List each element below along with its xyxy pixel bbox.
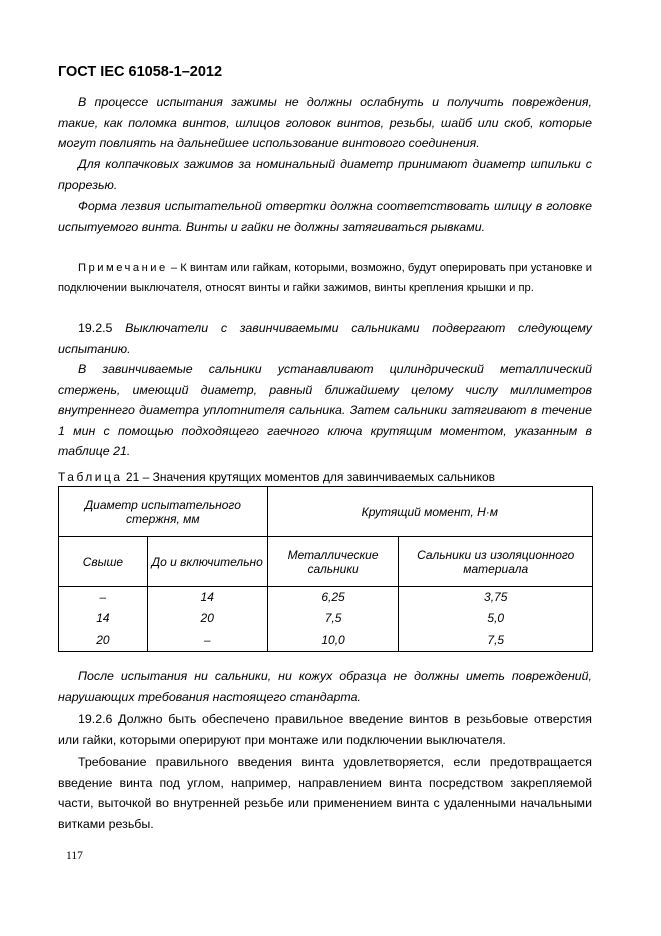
- cell-upto: 14: [147, 587, 267, 608]
- header-diameter-line1: Диаметр испытательного: [84, 497, 241, 512]
- note: [58, 258, 592, 298]
- table-caption: [58, 470, 495, 484]
- header-metal-line1: Металлические: [287, 547, 379, 562]
- header-insulating: [399, 537, 593, 587]
- torque-table: [58, 486, 593, 652]
- clause-19-2-6: 19.2.6 Должно быть обеспечено правильное введение винтов в резьбовые отверстия или гайки, которыми оперируют при монтаже или подключении выключателя.: [58, 712, 592, 747]
- clause-19-2-5: [58, 318, 592, 359]
- header-metal-line2: сальники: [307, 561, 359, 576]
- header-insul-line1: Сальники из изоляционного: [417, 547, 575, 562]
- cell-over: –: [59, 587, 148, 608]
- header-diameter: [59, 487, 268, 537]
- page-number: 117: [66, 850, 83, 862]
- clause-text: Выключатели с завинчиваемыми сальниками подвергают следующему испытанию.: [58, 321, 592, 356]
- cell-over: 20: [59, 629, 148, 652]
- table-row: [59, 629, 593, 652]
- note-text: – К винтам или гайкам, которыми, возможно, будут оперировать при установке и подключении выключателя, относят винты и гайки зажимов, винты крепления крышки и пр.: [58, 262, 592, 294]
- cell-metal: 6,25: [267, 587, 399, 608]
- cell-over: 14: [59, 608, 148, 629]
- header-upto: До и включительно: [147, 537, 267, 587]
- document-header: ГОСТ IEC 61058-1–2012: [58, 64, 223, 80]
- paragraph-damage-requirement: В процессе испытания зажимы не должны ослабнуть и получить повреждения, такие, как поломка винтов, шлицов головок винтов, резьбы, шайб или скоб, которые могут повлиять на дальнейшее использование винтового соединения.: [58, 95, 592, 150]
- table-row: [59, 608, 593, 629]
- table-caption-text: 21 – Значения крутящих моментов для завинчиваемых сальников: [122, 470, 496, 484]
- note-label: Примечание: [78, 262, 168, 274]
- paragraph-cap-terminals: Для колпачковых зажимов за номинальный диаметр принимают диаметр шпильки с прорезью.: [58, 157, 592, 192]
- table-caption-label: Таблица: [58, 470, 123, 484]
- cell-metal: 7,5: [267, 608, 399, 629]
- header-torque: Крутящий момент, Н·м: [267, 487, 592, 537]
- header-insul-line2: материала: [463, 561, 529, 576]
- header-diameter-line2: стержня, мм: [126, 511, 200, 526]
- paragraph-after-test: После испытания ни сальники, ни кожух образца не должны иметь повреждений, нарушающих требования настоящего стандарта.: [58, 669, 592, 704]
- paragraph-screwdriver-blade: Форма лезвия испытательной отвертки должна соответствовать шлицу в головке испытуемого винта. Винты и гайки не должны затягиваться рывками.: [58, 199, 592, 234]
- paragraph-screw-introduction: Требование правильного введения винта удовлетворяется, если предотвращается введение винта под углом, например, направлением винта посредством закрепляемой части, выточкой во внутренней резьбе или применением винта с удаленными начальными витками резьбы.: [58, 755, 592, 831]
- paragraph-gland-test: В завинчиваемые сальники устанавливают цилиндрический металлический стержень, имеющий диаметр, равный ближайшему целому числу миллиметров внутреннего диаметра уплотнителя сальника. Затем сальники затягивают в течение 1 мин с помощью подходящего гаечного ключа крутящим моментом, указанным в таблице 21.: [58, 362, 592, 458]
- cell-upto: –: [147, 629, 267, 652]
- cell-insulating: 7,5: [399, 629, 593, 652]
- cell-upto: 20: [147, 608, 267, 629]
- header-over: Свыше: [59, 537, 148, 587]
- clause-number: 19.2.5: [78, 321, 113, 335]
- cell-insulating: 5,0: [399, 608, 593, 629]
- cell-insulating: 3,75: [399, 587, 593, 608]
- table-row: [59, 587, 593, 608]
- cell-metal: 10,0: [267, 629, 399, 652]
- header-metal: [267, 537, 399, 587]
